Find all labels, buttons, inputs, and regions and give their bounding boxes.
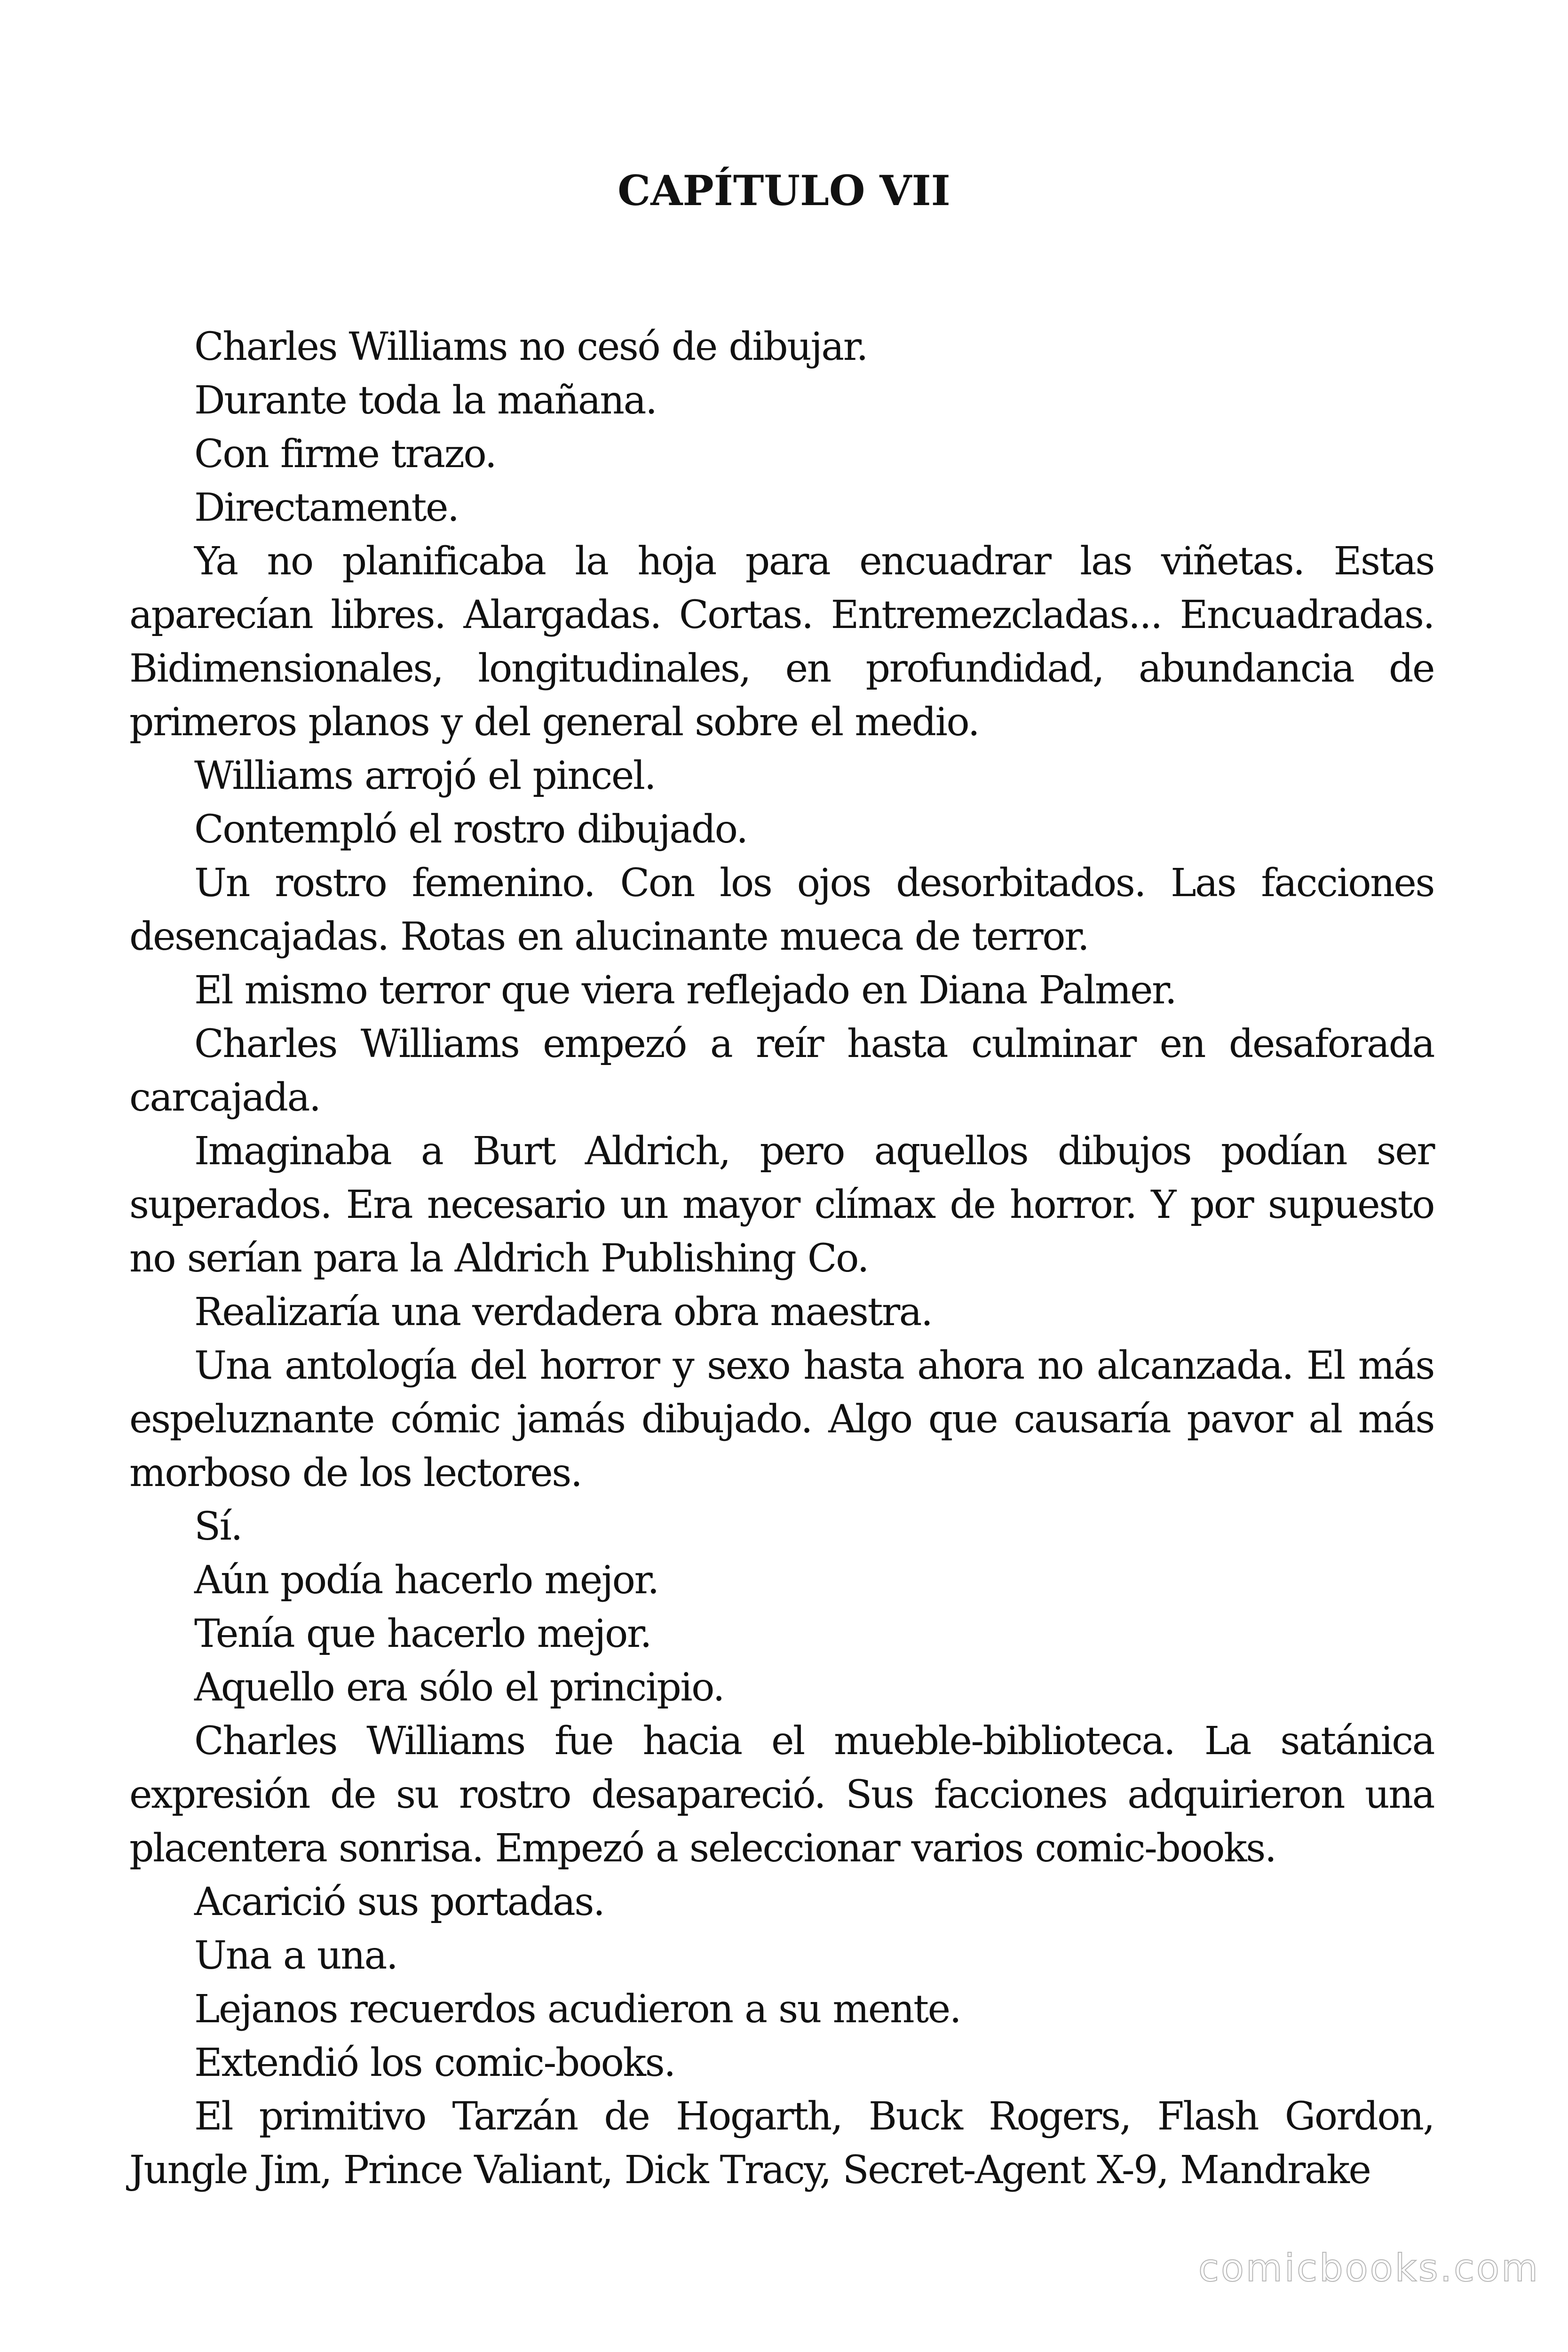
paragraph: Imaginaba a Burt Aldrich, pero aquellos dibujos podían ser superados. Era necesario un mayor clímax de horror. Y por supuesto no serían para la Aldrich Publishing Co. bbox=[129, 1129, 1434, 1281]
paragraph: Sí. bbox=[194, 1504, 242, 1549]
paragraph: Directamente. bbox=[194, 485, 459, 530]
paragraph: Un rostro femenino. Con los ojos desorbitados. Las facciones desencajadas. Rotas en alucinante mueca de terror. bbox=[129, 861, 1434, 959]
chapter-body bbox=[129, 320, 1434, 2197]
paragraph: Acarició sus portadas. bbox=[194, 1880, 604, 1924]
paragraph: Lejanos recuerdos acudieron a su mente. bbox=[194, 1987, 961, 2032]
watermark: comicbooks.com bbox=[1198, 2246, 1540, 2290]
paragraph: Tenía que hacerlo mejor. bbox=[194, 1612, 651, 1656]
paragraph: Charles Williams empezó a reír hasta culminar en desaforada carcajada. bbox=[129, 1022, 1434, 1120]
paragraph: Una antología del horror y sexo hasta ahora no alcanzada. El más espeluznante cómic jamás dibujado. Algo que causaría pavor al más morboso de los lectores. bbox=[129, 1343, 1434, 1495]
chapter-title: CAPÍTULO VII bbox=[618, 166, 950, 215]
paragraph: Realizaría una verdadera obra maestra. bbox=[194, 1290, 932, 1335]
paragraph: Con firme trazo. bbox=[194, 432, 496, 477]
paragraph: Aquello era sólo el principio. bbox=[194, 1665, 724, 1710]
paragraph: Aún podía hacerlo mejor. bbox=[194, 1558, 658, 1603]
paragraph: Charles Williams no cesó de dibujar. bbox=[194, 325, 867, 369]
paragraph: El mismo terror que viera reflejado en Diana Palmer. bbox=[194, 968, 1176, 1013]
paragraph: Contempló el rostro dibujado. bbox=[194, 807, 747, 852]
paragraph: Ya no planificaba la hoja para encuadrar las viñetas. Estas aparecían libres. Alargadas. Cortas. Entremezcladas... Encuadradas. Bidimensionales, longitudinales, en profundidad, abundancia de primeros planos y del general sobre el medio. bbox=[129, 539, 1434, 745]
paragraph: Durante toda la mañana. bbox=[194, 378, 657, 423]
paragraph: Charles Williams fue hacia el mueble-biblioteca. La satánica expresión de su rostro desapareció. Sus facciones adquirieron una placentera sonrisa. Empezó a seleccionar varios comic-books. bbox=[129, 1719, 1434, 1871]
paragraph: Williams arrojó el pincel. bbox=[194, 754, 656, 798]
paragraph: Extendió los comic-books. bbox=[194, 2041, 675, 2085]
paragraph: Una a una. bbox=[194, 1933, 397, 1978]
paragraph: El primitivo Tarzán de Hogarth, Buck Rogers, Flash Gordon, Jungle Jim, Prince Valiant, Dick Tracy, Secret-Agent X-9, Mandrake bbox=[129, 2094, 1434, 2193]
